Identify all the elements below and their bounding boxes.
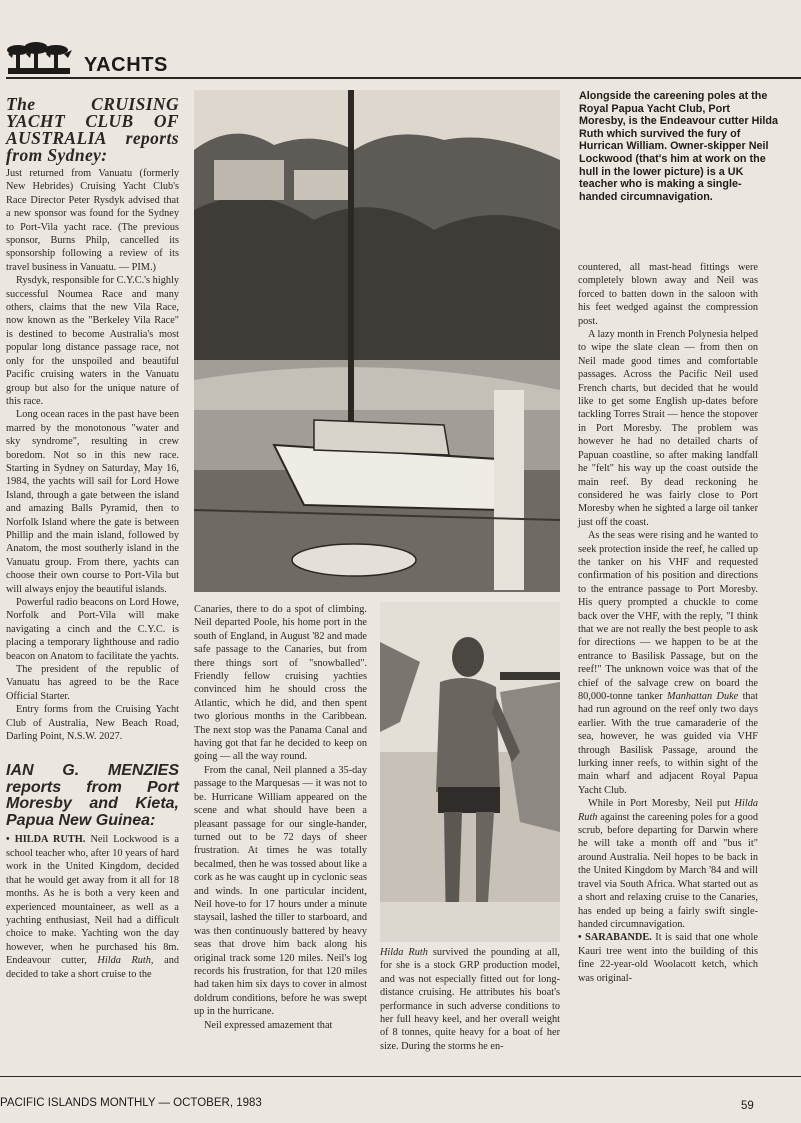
paragraph: Just returned from Vanuatu (formerly New Hebrides) Cruising Yacht Club's Race Director Peter Rysdyk advised that a new sponsor was found for the Sydney to Port-Vila yacht race. (The previous sponsor, Burns Philp, cancelled its sponsorship following a review of its travel business in Vanuatu. — PIM.) [6,168,179,273]
paragraph: A lazy month in French Polynesia helped to wipe the slate clean — from then on Neil made good times and comfortable passages. Across the Pacific Neil used French charts, but decided that he would like to get some English up-dates before tackling Torres Strait — hence the stopover in Port Moresby. The problem was however he had no detailed charts of Papuan coastline, so after making landfall he "felt" his way up the coast outside the main reef. By dead reckoning he considered he was fairly close to Port Moresby when he sighted a large oil tanker just off the coast. [578,329,758,528]
paragraph: Powerful radio beacons on Lord Howe, Norfolk and Port-Vila will make navigating a cinch and the C.Y.C. is placing a temporary lighthouse and radio beacon on Anatom to facilitate the yachts. [6,597,179,662]
paragraph-sarabande: • SARABANDE. It is said that one whole Kauri tree went into the building of this fine 22-year-old Woolacott ketch, which was original- [578,932,758,984]
photo-yacht-careening [194,90,560,592]
column-2 [194,603,367,1032]
photo-caption: Alongside the careening poles at the Royal Papua Yacht Club, Port Moresby, is the Endeavour cutter Hilda Ruth which survived the fury of Hurrican William. Owner-skipper Neil Lockwood (that's him at work on the hull in the lower picture) is a UK teacher who is making a single-handed circumnavigation. [579,90,778,203]
paragraph-hilda-ruth: • HILDA RUTH. Neil Lockwood is a school teacher who, after 10 years of hard work in the United Kingdom, decided that he would get away from it all for 18 months. As he is both a very keen and experienced mountaineer, as well as a yachting enthusiast, Neil had a difficult choice to make. Yachting won the day however, when he purchased his 8m. Endeavour cutter, Hilda Ruth, and decided to take a short cruise to the [6,834,179,980]
footer-rule [0,1076,801,1077]
paragraph: Rysdyk, responsible for C.Y.C.'s highly successful Noumea Race and many others, claims that the new Vila Race, now known as the "Berkeley Vila Race" is destined to become Australia's most popular long distance passage race, not only for the unspoiled and beautiful Pacific cruising waters in the Vanuatu group but also for the unique nature of this race. [6,275,179,407]
page-number: 59 [741,1100,754,1112]
column-4 [578,261,758,985]
paragraph: Canaries, there to do a spot of climbing. Neil departed Poole, his home port in the south of England, in August '82 and made safe passage to the Canaries, but from there things sort of "snowballed". Friendly fellow cruising yachties convinced him he should cross the Atlantic, which he did, and then spent two glorious months in the Caribbean. The next stop was the Panama Canal and having got that far he decided to keep on going — all the way round. [194,604,367,763]
paragraph: countered, all mast-head fittings were completely blown away and Neil was forced to batten down in the saloon with his feet wedged against the compression post. [578,262,758,327]
photo-neil-lockwood [380,602,560,942]
paragraph: As the seas were rising and he wanted to seek protection inside the reef, he called up the tanker on his VHF and requested confirmation of his position and directions to the entrance passage to Port Moresby. His query prompted a chuckle to come back over the VHF, with the reply, "I think that we are not really the best people to ask for directions — we happen to be at the entrance to Basilisk Passage, but on the reef!" The unknown voice was that of the chief of the salvage crew on board the 80,000-tonne tanker Manhattan Duke that had run aground on the reef only two days earlier. With the true camaraderie of the sea, however, he was guided via VHF through Basilisk Passage, around the lurking inner reefs, to within sight of the main wharf and adjacent Royal Papua Yacht Club. [578,530,759,796]
column-3 [380,946,560,1053]
section-title: YACHTS [84,54,168,76]
section-logo [6,40,74,78]
column-1 [6,96,179,981]
headline-menzies: IAN G. MENZIES reports from Port Moresby and Kieta, Papua New Guinea: [6,762,179,829]
paragraph: While in Port Moresby, Neil put Hilda Ruth against the careening poles for a good scrub, before departing for Darwin where he will take a month off and "bus it" around Australia. Neil hopes to be back in the United Kingdom by March '84 and will travel via South Africa. What started out as a short and relaxing cruise to the Canaries, has ended up being a fairly swift single-handed circumnavigation. [578,798,758,930]
header-rule [6,77,801,79]
paragraph: Hilda Ruth survived the pounding at all, for she is a stock GRP production model, and was not especially fitted out for long-distance cruising. He attributes his boat's performance in such adverse conditions to her full heavy keel, and her overall weight of 8 tonnes, quite heavy for a boat of her size. During the storms he en- [380,947,561,1052]
headline-cyca: The CRUISING YACHT CLUB OF AUSTRALIA reports from Sydney: [6,94,179,165]
publication-line: PACIFIC ISLANDS MONTHLY — OCTOBER, 1983 [0,1097,262,1109]
paragraph: From the canal, Neil planned a 35-day passage to the Marquesas — it was not to be. Hurricane William appeared on the scene and what should have been a pleasant passage for our single-hander, turned out to be 72 days of sheer frustration. At times he was totally becalmed, then he was tossed about like a cork as he was caught up in cyclonic seas and winds. In one particular incident, Neil hove-to for 17 hours under a minute staysail, lashed the tiller to starboard, and was then continuously battered by heavy seas that drove him back along his original track some 120 miles. Neil's log records his frustration, for that 120 miles had taken him six days to cover in almost doldrum conditions, before he was swept up in the hurricane. [194,764,367,1018]
paragraph: Neil expressed amazement that [204,1019,333,1031]
palm-trees-icon [6,40,74,78]
paragraph: Long ocean races in the past have been marred by the monotonous "water and sky syndrome", resulting in crew boredom. Not so in this new race. Starting in Sydney on Saturday, May 16, 1984, the yachts will sail for Lord Howe Island, through a gate between the island and amazing Balls Pyramid, then to Norfolk Island where the gate is between Phillip and the main island, followed by Anatom, the most southerly island in the Vanuatu group. From there, yachts can choose their own course to Port-Vila but will always enjoy the beautiful islands. [6,409,179,595]
paragraph: Entry forms from the Cruising Yacht Club of Australia, New Beach Road, Darling Point, N.S.W. 2027. [6,704,179,743]
item-lead: • SARABANDE. [578,932,652,944]
paragraph: The president of the republic of Vanuatu has agreed to be the Race Official Starter. [6,664,179,702]
item-lead: • HILDA RUTH. [6,834,86,846]
